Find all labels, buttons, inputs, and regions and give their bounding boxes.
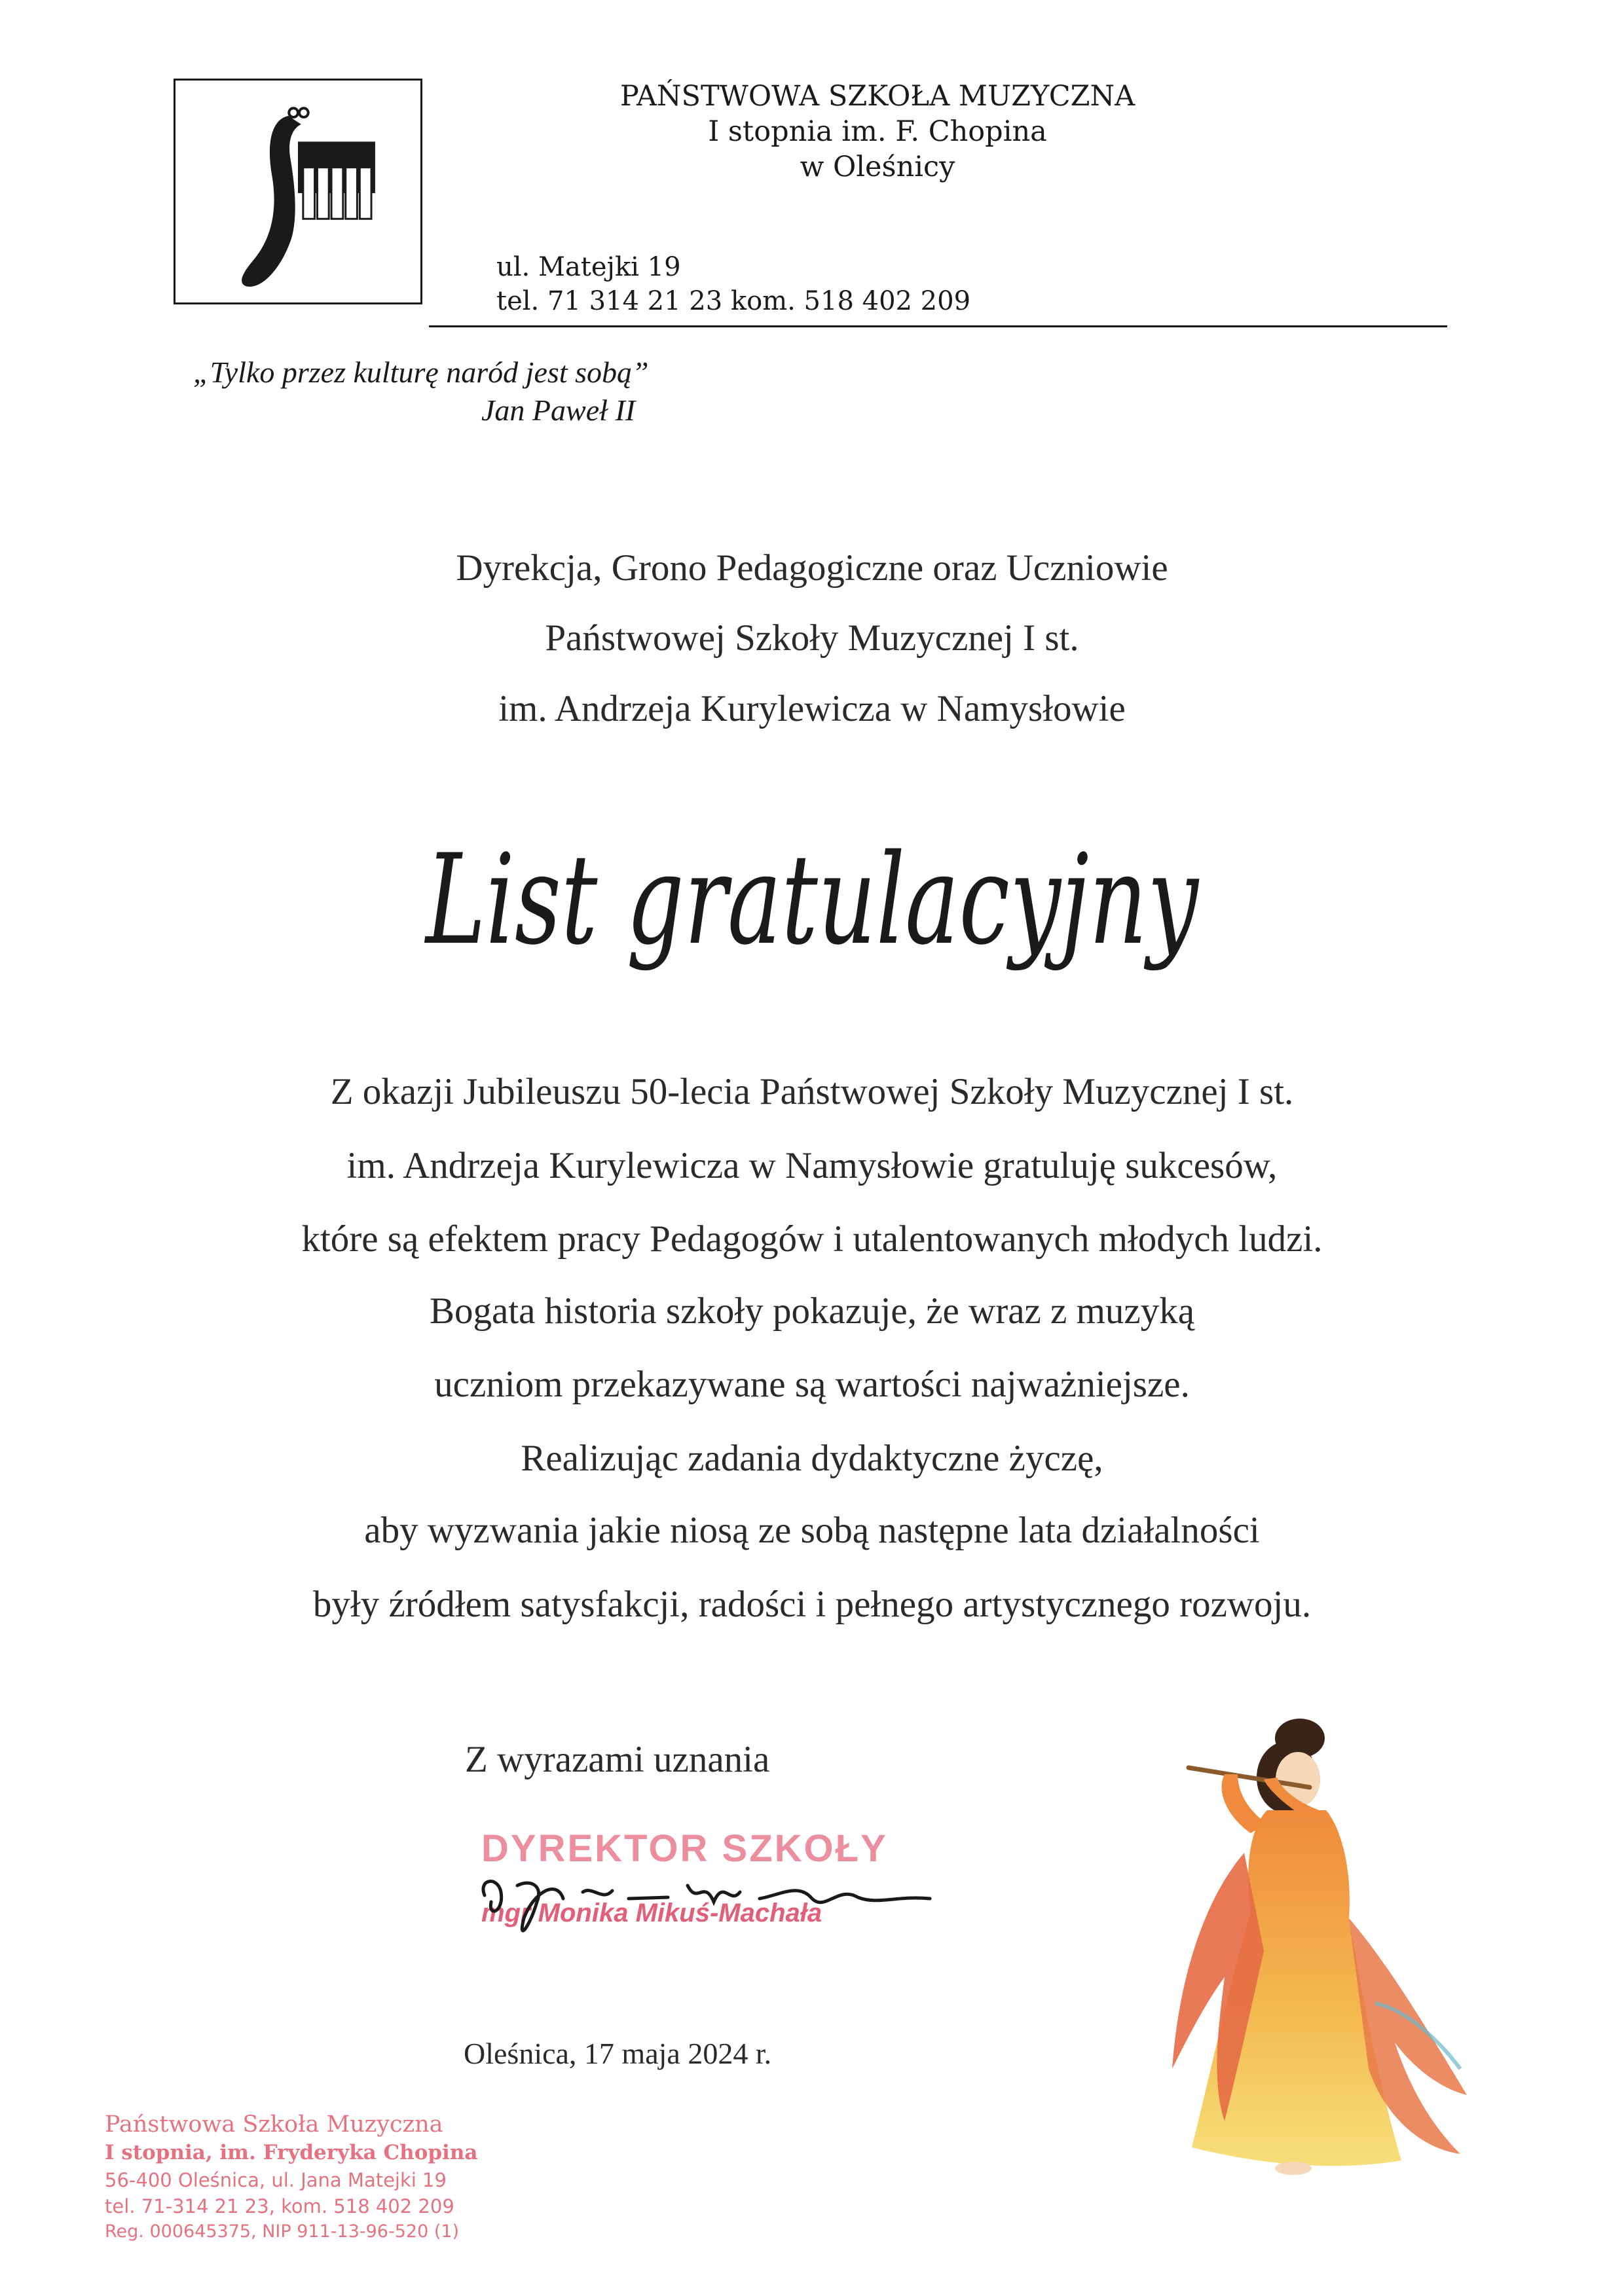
school-stamp-line-5: Reg. 000645375, NIP 911-13-96-520 (1) (105, 2221, 460, 2242)
school-phone: tel. 71 314 21 23 kom. 518 402 209 (496, 286, 971, 316)
place-and-date: Oleśnica, 17 maja 2024 r. (464, 2037, 772, 2070)
school-address: ul. Matejki 19 (496, 252, 681, 282)
handwritten-signature (471, 1840, 943, 1951)
school-stamp-line-1: Państwowa Szkoła Muzyczna (105, 2111, 443, 2138)
school-name: PAŃSTWOWA SZKOŁA MUZYCZNA (619, 80, 1135, 113)
letter-title-text: List gratulacyjny (424, 831, 1200, 972)
school-stamp-line-4: tel. 71-314 21 23, kom. 518 402 209 (105, 2195, 454, 2217)
director-stamp-name: mgr Monika Mikuś-Machała (481, 1899, 822, 1927)
body-line-6: Realizując zadania dydaktyczne życzę, (521, 1438, 1103, 1479)
body-line-8: były źródłem satysfakcji, radości i pełnego artystycznego rozwoju. (312, 1584, 1312, 1625)
school-stamp-line-2: I stopnia, im. Fryderyka Chopina (105, 2141, 478, 2164)
recipient-line-2: Państwowej Szkoły Muzycznej I st. (545, 617, 1079, 659)
body-line-7: aby wyzwania jakie niosą ze sobą następne lata działalności (364, 1510, 1260, 1551)
quote-author: Jan Paweł II (481, 393, 636, 427)
body-line-2: im. Andrzeja Kurylewicza w Namysłowie gratuluję sukcesów, (346, 1145, 1278, 1186)
header-divider (429, 325, 1447, 327)
school-stamp-line-3: 56-400 Oleśnica, ul. Jana Matejki 19 (105, 2169, 447, 2191)
piano-swan-logo-icon (175, 81, 420, 302)
school-level: I stopnia im. F. Chopina (708, 115, 1047, 148)
closing-text: Z wyrazami uznania (465, 1739, 770, 1780)
signature-scribble-icon (471, 1840, 943, 1951)
body-line-3: które są efektem pracy Pedagogów i utalentowanych młodych ludzi. (301, 1218, 1323, 1260)
quote-text: „Tylko przez kulturę naród jest sobą” (193, 355, 649, 389)
recipient-line-1: Dyrekcja, Grono Pedagogiczne oraz Uczniowie (456, 547, 1168, 589)
letter-title (92, 831, 1532, 1002)
director-stamp-title: DYREKTOR SZKOŁY (481, 1827, 888, 1870)
body-line-1: Z okazji Jubileuszu 50-lecia Państwowej Szkoły Muzycznej I st. (330, 1071, 1294, 1112)
school-logo (174, 79, 422, 304)
flute-player-illustration (1153, 1702, 1493, 2200)
flute-player-icon (1153, 1702, 1493, 2200)
school-city: w Oleśnicy (800, 151, 955, 183)
body-line-4: Bogata historia szkoły pokazuje, że wraz z muzyką (429, 1290, 1195, 1332)
recipient-line-3: im. Andrzeja Kurylewicza w Namysłowie (498, 688, 1126, 729)
body-line-5: uczniom przekazywane są wartości najważniejsze. (434, 1364, 1190, 1405)
